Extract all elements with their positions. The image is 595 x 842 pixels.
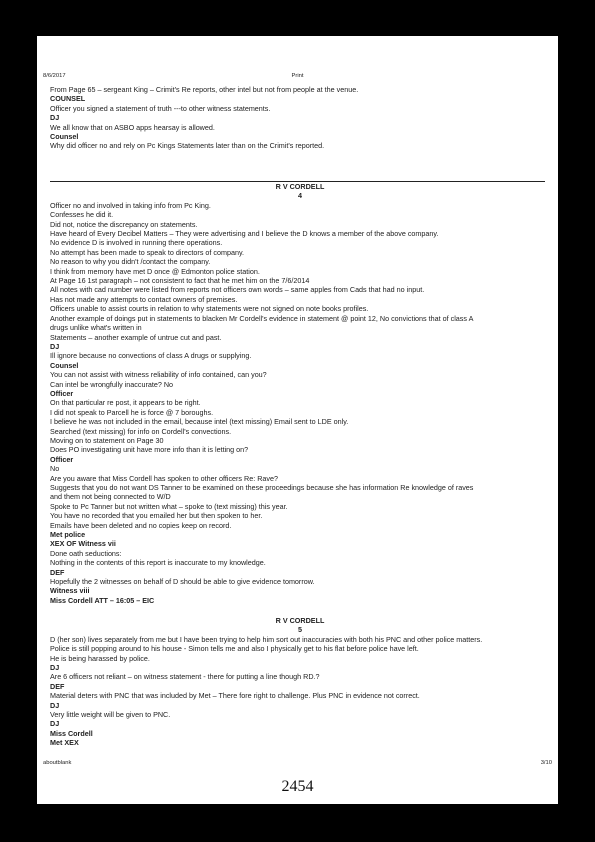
section-4-lines [50,201,550,605]
text-line: No evidence D is involved in running there operations. [50,238,223,248]
speaker-label: Officer [50,454,74,464]
text-line: Does PO investigating unit have more info than it is letting on? [50,445,249,455]
speaker-label: DJ [50,700,60,710]
speaker-label: Witness viii [50,586,90,596]
text-line: Spoke to Pc Tanner but not written what – spoke to (text missing) this year. [50,501,288,511]
speaker-label: DJ [50,113,60,123]
text-line: Did not, notice the discrepancy on statements. [50,219,198,229]
text-line: Has not made any attempts to contact owners of premises. [50,294,238,304]
text-line: On that particular re post, it appears to be right. [50,398,201,408]
top-block [50,85,550,151]
speaker-label: Officer [50,388,74,398]
text-line: No [50,464,60,474]
text-line: Have heard of Every Decibel Matters – They were advertising and I believe the D knows a member of the above company. [50,229,439,239]
section-number: 5 [298,625,302,635]
section-heading: R V CORDELL [275,616,325,625]
text-line: Police is still popping around to his house - Simon tells me and also I physically get to his flat before police have left. [50,644,419,654]
speaker-label: Miss Cordell ATT – 16:05 – EIC [50,595,155,605]
text-line: No attempt has been made to speak to directors of company. [50,247,245,257]
page-stamp: 2454 [281,778,314,795]
text-line: Suggests that you do not want DS Tanner to be examined on these proceedings because she has information Re knowledge of raves [50,483,474,492]
print-date: 8/6/2017 [43,73,66,79]
text-line: Moving on to statement on Page 30 [50,435,164,445]
print-title: Print [291,73,304,79]
text-line: Hopefully the 2 witnesses on behalf of D should be able to give evidence tomorrow. [50,577,315,587]
section-4 [50,182,550,605]
text-line: You have no recorded that you emailed her but then spoken to her. [50,511,263,521]
text-line: From Page 65 – sergeant King – Crimit's Re reports, other intel but not from people at the venue. [50,85,359,94]
speaker-label: DJ [50,719,60,729]
text-line: No reason to why you didn't /contact the company. [50,257,211,267]
text-line: He is being harassed by police. [50,653,150,663]
text-line: You can not assist with witness reliability of info contained, can you? [50,370,267,380]
text-line: Ill ignore because no convections of class A drugs or supplying. [50,351,252,361]
text-line: Emails have been deleted and no copies keep on record. [50,520,232,530]
speaker-label: COUNSEL [50,94,86,104]
text-line: drugs unlike what's written in [50,323,142,333]
text-line: Nothing in the contents of this report is inaccurate to my knowledge. [50,558,266,568]
speaker-label: DEF [50,681,65,691]
text-line: Statements – another example of untrue cut and past. [50,332,222,342]
speaker-label: Counsel [50,132,79,142]
text-line: D (her son) lives separately from me but I have been trying to help him sort out inaccuracies with both his PNC and other police matters. [50,634,483,644]
section-heading: R V CORDELL [275,182,325,191]
text-line: At Page 16 1st paragraph – not consistent to fact that he met him on the 7/6/2014 [50,276,310,286]
speaker-label: Met police [50,530,86,540]
text-line: Can intel be wrongfully inaccurate? No [50,379,174,389]
document-page [37,36,558,804]
text-line: I believe he was not included in the email, because intel (text missing) Email sent to LDE only. [50,417,349,427]
text-line: Done oath seductions: [50,548,122,558]
speaker-label: XEX OF Witness vii [50,539,116,549]
speaker-label: DEF [50,567,65,577]
text-line: Why did officer no and rely on Pc Kings Statements later than on the Crimit's reported. [50,141,325,151]
text-line: Are 6 officers not reliant – on witness statement - there for putting a line though RD.? [50,672,320,682]
text-line: Very little weight will be given to PNC. [50,710,171,720]
text-line: All notes with cad number were listed from reports not officers own words – same apples from Cads that had no input. [50,285,425,295]
section-5-lines [50,635,550,748]
text-line: Confesses he did it. [50,210,114,220]
footer-page-count: 3/10 [540,760,552,766]
text-line: Are you aware that Miss Cordell has spoken to other officers Re: Rave? [50,473,278,483]
text-line: Material deters with PNC that was included by Met – There fore right to challenge. Plus PNC in evidence not correct. [50,691,420,701]
footer-source: aboutblank [43,760,72,766]
speaker-label: DJ [50,663,60,673]
text-line: Officer you signed a statement of truth ---to other witness statements. [50,103,271,113]
speaker-label: DJ [50,341,60,351]
speaker-label: Counsel [50,360,79,370]
text-line: Searched (text missing) for info on Cordell's convections. [50,426,232,436]
speaker-label: Miss Cordell [50,728,93,738]
text-line: I did not speak to Parcell he is force @ 7 boroughs. [50,407,214,417]
text-line: Another example of doings put in statements to blacken Mr Cordell's evidence in statement @ point 12, No convictions that of class A [50,313,474,323]
text-line: Officers unable to assist courts in relation to why statements were not signed on note books profiles. [50,304,369,314]
section-number: 4 [298,191,302,201]
text-line: We all know that on ASBO apps hearsay is allowed. [50,122,215,132]
text-line: Officer no and involved in taking info from Pc King. [50,200,211,210]
text-line: and them not being connected to W/D [50,492,171,502]
speaker-label: Met XEX [50,738,79,748]
section-5 [50,616,550,748]
text-line: I think from memory have met D once @ Edmonton police station. [50,266,260,276]
